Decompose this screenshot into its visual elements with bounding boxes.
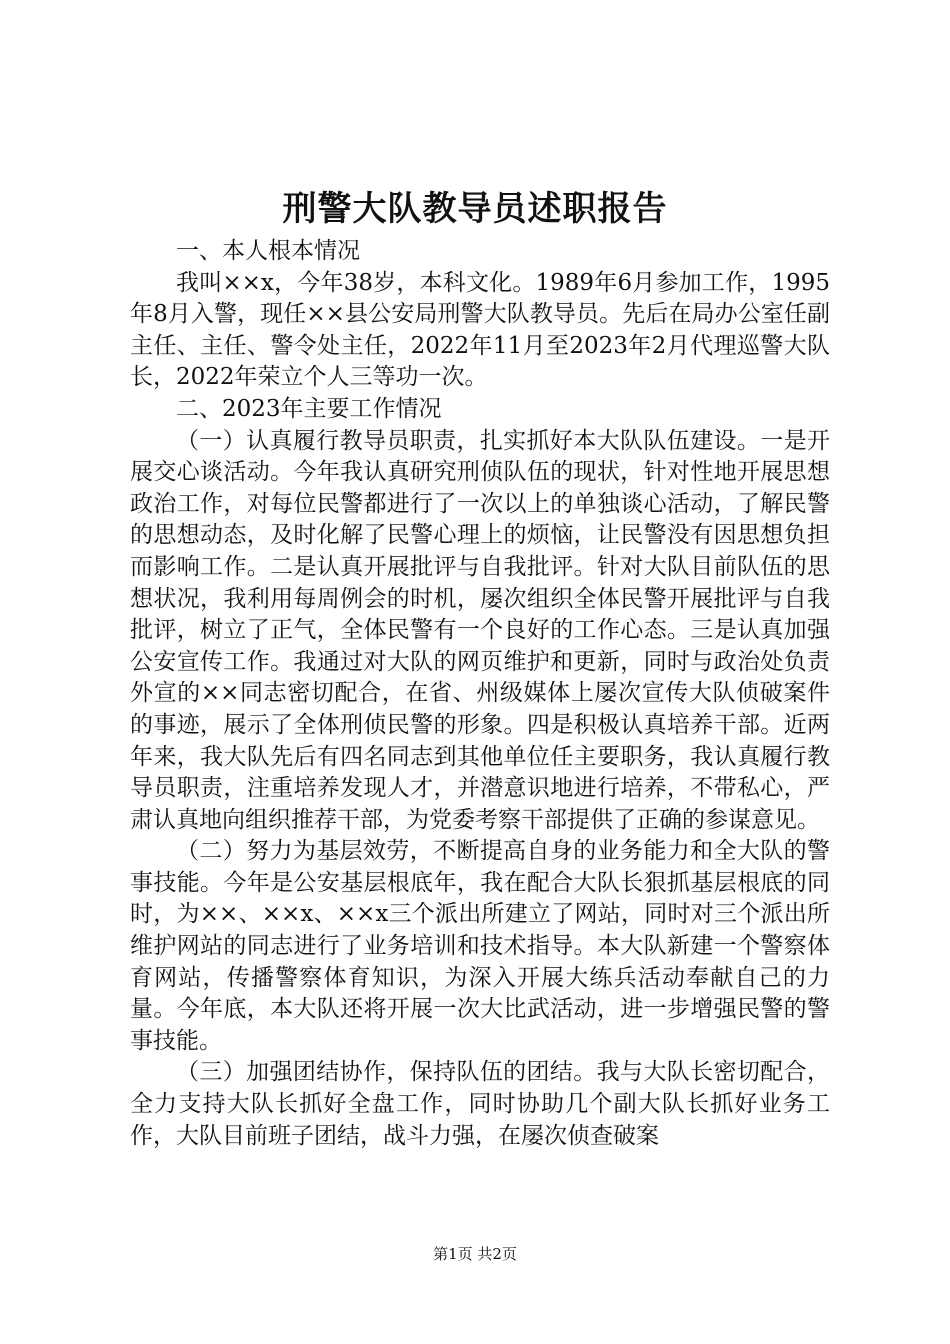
document-title: 刑警大队教导员述职报告 xyxy=(282,189,668,229)
section-heading-main-work: 二、2023年主要工作情况 xyxy=(176,395,442,422)
paragraph-work-item-1: （一）认真履行教导员职责，扎实抓好本大队队伍建设。一是开展交心谈活动。今年我认真研究刑侦队伍的现状，针对性地开展思想政治工作，对每位民警都进行了一次以上的单独谈心活动，了解民警的思想动态，及时化解了民警心理上的烦恼，让民警没有因思想负担而影响工作。二是认真开展批评与自我批评。针对大队目前队伍的思想状况，我利用每周例会的时机，屡次组织全体民警开展批评与自我批评，树立了正气，全体民警有一个良好的工作心态。三是认真加强公安宣传工作。我通过对大队的网页维护和更新，同时与政治处负责外宣的××同志密切配合，在省、州级媒体上屡次宣传大队侦破案件的事迹，展示了全体刑侦民警的形象。四是积极认真培养干部。近两年来，我大队先后有四名同志到其他单位任主要职务，我认真履行教导员职责，注重培养发现人才，并潜意识地进行培养，不带私心，严肃认真地向组织推荐干部，为党委考察干部提供了正确的参谋意见。 xyxy=(130,427,830,833)
paragraph-personal-info: 我叫××x，今年38岁，本科文化。1989年6月参加工作，1995年8月入警，现任××县公安局刑警大队教导员。先后在局办公室任副主任、主任、警令处主任，2022年11月至2023年2月代理巡警大队长，2022年荣立个人三等功一次。 xyxy=(130,269,830,391)
paragraph-work-item-2: （二）努力为基层效劳，不断提高自身的业务能力和全大队的警事技能。今年是公安基层根底年，我在配合大队长狠抓基层根底的同时，为××、××x、××x三个派出所建立了网站，同时对三个派出所维护网站的同志进行了业务培训和技术指导。本大队新建一个警察体育网站，传播警察体育知识，为深入开展大练兵活动奉献自己的力量。今年底，本大队还将开展一次大比武活动，进一步增强民警的警事技能。 xyxy=(130,838,830,1054)
paragraph-work-item-3: （三）加强团结协作，保持队伍的团结。我与大队长密切配合，全力支持大队长抓好全盘工作，同时协助几个副大队长抓好业务工作，大队目前班子团结，战斗力强，在屡次侦查破案 xyxy=(130,1059,830,1149)
section-heading-basic-info: 一、本人根本情况 xyxy=(176,238,360,264)
document-body xyxy=(130,236,830,1152)
page-footer: 第1页 共2页 xyxy=(433,1245,517,1263)
